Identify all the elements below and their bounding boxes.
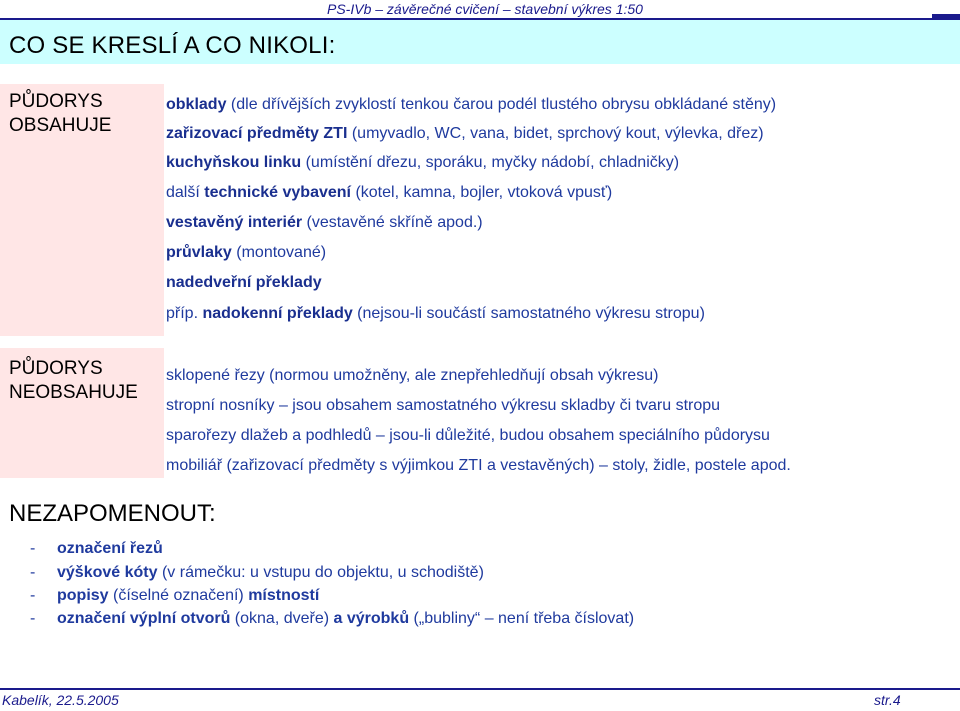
item-keyword: průvlaky [166, 244, 232, 261]
list-item [30, 540, 163, 558]
item-keyword: označení řezů [57, 540, 163, 557]
item-keyword: nadedveřní překlady [166, 274, 322, 291]
neobsahuje-item-2: stropní nosníky – jsou obsahem samostatného výkresu skladby či tvaru stropu [166, 397, 721, 414]
neobsahuje-item-3: sparořezy dlažeb a podhledů – jsou-li důležité, budou obsahem speciálního půdorysu [166, 427, 770, 444]
section-label-line2: OBSAHUJE [9, 115, 112, 136]
dash-bullet: - [30, 587, 36, 604]
item-text: (kotel, kamna, bojler, vtoková vpusť) [351, 184, 613, 201]
nezapomenout-title: NEZAPOMENOUT: [9, 500, 216, 527]
dash-bullet: - [30, 564, 36, 581]
item-keyword-2: a výrobků [333, 610, 410, 627]
item-text: (vestavěné skříně apod.) [302, 214, 483, 231]
neobsahuje-item-1: sklopené řezy (normou umožněny, ale znepřehledňují obsah výkresu) [166, 367, 659, 384]
list-item [30, 564, 484, 582]
item-keyword: výškové kóty [57, 564, 158, 581]
obsahuje-item-7 [166, 274, 322, 292]
obsahuje-item-8 [166, 305, 705, 323]
page-title: CO SE KRESLÍ A CO NIKOLI: [9, 32, 336, 59]
list-item [30, 587, 319, 605]
item-keyword: obklady [166, 96, 227, 113]
header-text: PS-IVb – závěrečné cvičení – stavební výkres 1:50 [327, 1, 643, 17]
footer-rule [0, 688, 960, 690]
dash-bullet: - [30, 610, 36, 627]
item-prefix: další [166, 184, 205, 201]
footer-author-date: Kabelík, 22.5.2005 [2, 692, 119, 708]
item-text-2: („bubliny“ – není třeba číslovat) [409, 610, 635, 627]
obsahuje-item-3 [166, 154, 679, 172]
neobsahuje-item-4: mobiliář (zařizovací předměty s výjimkou ZTI a vestavěných) – stoly, židle, postele apod. [166, 457, 791, 474]
item-keyword: označení výplní otvorů [57, 610, 231, 627]
item-text: (okna, dveře) [230, 610, 334, 627]
item-text: (montované) [231, 244, 327, 261]
item-text: (nejsou-li součástí samostatného výkresu stropu) [352, 305, 705, 322]
obsahuje-item-6 [166, 244, 326, 262]
item-text: (dle dřívějších zvyklostí tenkou čarou podél tlustého obrysu obkládané stěny) [226, 96, 777, 113]
list-item [30, 610, 634, 628]
item-keyword: popisy [57, 587, 109, 604]
sidebar-neobsahuje [0, 348, 164, 478]
item-text: (číselné označení) [108, 587, 249, 604]
item-keyword-2: místností [248, 587, 320, 604]
obsahuje-item-2 [166, 125, 764, 143]
obsahuje-item-1 [166, 96, 776, 114]
section-label-line1: PŮDORYS [9, 358, 103, 379]
item-keyword: kuchyňskou linku [166, 154, 302, 171]
item-text: (umyvadlo, WC, vana, bidet, sprchový kout, výlevka, dřez) [347, 125, 764, 142]
obsahuje-item-4 [166, 184, 612, 202]
section-label-neobsahuje [9, 357, 138, 405]
item-keyword: vestavěný interiér [166, 214, 303, 231]
dash-bullet: - [30, 540, 36, 557]
item-text: (v rámečku: u vstupu do objektu, u schodiště) [157, 564, 484, 581]
page-number: str.4 [874, 692, 901, 708]
item-text: (umístění dřezu, sporáku, myčky nádobí, chladničky) [301, 154, 680, 171]
section-label-line1: PŮDORYS [9, 91, 103, 112]
item-keyword: zařizovací předměty ZTI [166, 125, 348, 142]
section-label-line2: NEOBSAHUJE [9, 382, 138, 403]
item-keyword: nadokenní překlady [202, 305, 353, 322]
item-keyword: technické vybavení [204, 184, 351, 201]
obsahuje-item-5 [166, 214, 483, 232]
sidebar-obsahuje [0, 84, 164, 336]
item-prefix: příp. [166, 305, 203, 322]
section-label-obsahuje [9, 90, 111, 138]
